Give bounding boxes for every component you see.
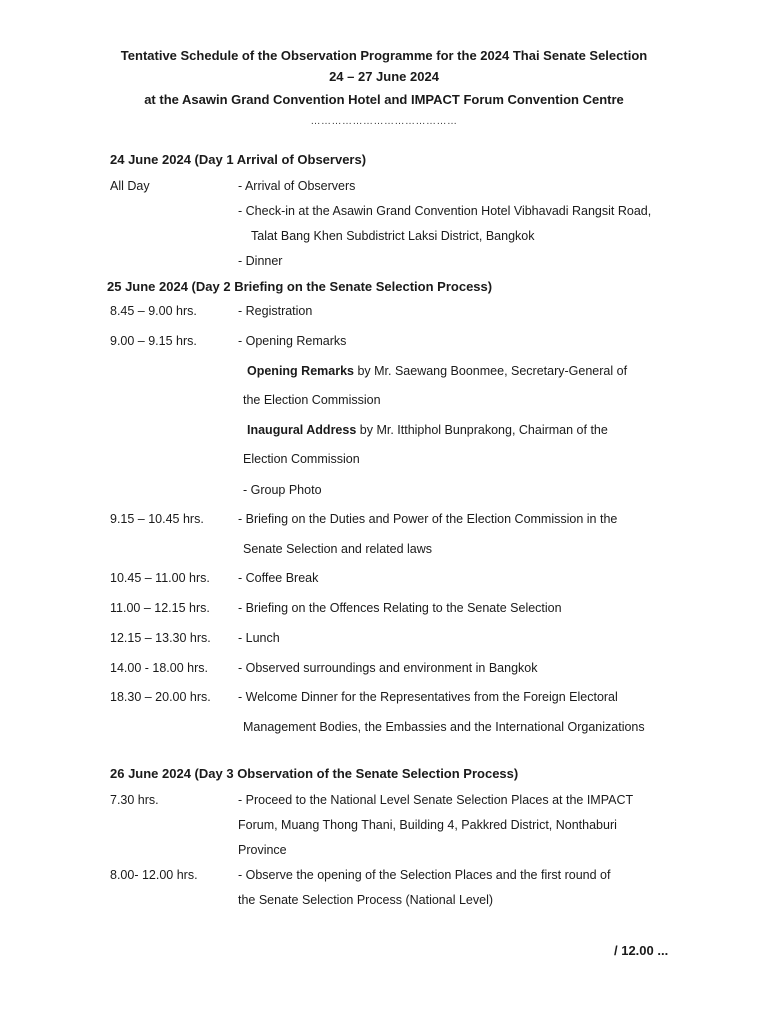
day2-inaugural-address-cont: Election Commission [243, 452, 360, 466]
day1-item-checkin-cont: Talat Bang Khen Subdistrict Laksi District, Bangkok [251, 229, 535, 243]
day3-item-proceed-cont: Forum, Muang Thong Thani, Building 4, Pakkred District, Nonthaburi [238, 818, 617, 832]
day1-time-all-day: All Day [110, 179, 150, 193]
day2-item-lunch: - Lunch [238, 631, 280, 645]
day2-time-briefing-offences: 11.00 – 12.15 hrs. [110, 601, 210, 615]
day2-item-observed: - Observed surroundings and environment in Bangkok [238, 661, 538, 675]
day2-time-coffee-break: 10.45 – 11.00 hrs. [110, 571, 210, 585]
day3-item-observe-opening-cont: the Senate Selection Process (National Level) [238, 893, 494, 907]
day2-time-opening: 9.00 – 9.15 hrs. [110, 334, 197, 348]
day3-item-proceed: - Proceed to the National Level Senate Selection Places at the IMPACT [238, 793, 634, 807]
day1-item-arrival: - Arrival of Observers [238, 179, 356, 193]
day2-opening-remarks-detail [247, 362, 627, 380]
opening-remarks-label: Opening Remarks [247, 364, 354, 378]
day2-item-briefing-duties-cont: Senate Selection and related laws [243, 542, 433, 556]
inaugural-address-label: Inaugural Address [247, 423, 357, 437]
day3-heading: 26 June 2024 (Day 3 Observation of the Senate Selection Process) [110, 766, 519, 781]
day1-item-checkin: - Check-in at the Asawin Grand Convention Hotel Vibhavadi Rangsit Road, [238, 204, 652, 218]
day1-heading: 24 June 2024 (Day 1 Arrival of Observers) [110, 152, 367, 167]
day2-item-welcome-dinner-cont: Management Bodies, the Embassies and the International Organizations [243, 720, 645, 734]
day2-item-group-photo: - Group Photo [243, 483, 322, 497]
day2-inaugural-address-detail [247, 421, 608, 439]
page-continuation-marker: / 12.00 ... [614, 943, 669, 958]
day2-time-lunch: 12.15 – 13.30 hrs. [110, 631, 211, 645]
day3-time-proceed: 7.30 hrs. [110, 793, 159, 807]
day2-item-coffee-break: - Coffee Break [238, 571, 319, 585]
day3-time-observe-opening: 8.00- 12.00 hrs. [110, 868, 198, 882]
document-title: Tentative Schedule of the Observation Programme for the 2024 Thai Senate Selection [120, 48, 648, 63]
day2-time-briefing-duties: 9.15 – 10.45 hrs. [110, 512, 204, 526]
day2-time-observed: 14.00 - 18.00 hrs. [110, 661, 208, 675]
opening-remarks-speaker: by Mr. Saewang Boonmee, Secretary-General of [353, 364, 628, 378]
day1-item-dinner: - Dinner [238, 254, 283, 268]
day2-item-welcome-dinner: - Welcome Dinner for the Representatives from the Foreign Electoral [238, 690, 618, 704]
day2-item-briefing-duties: - Briefing on the Duties and Power of the Election Commission in the [238, 512, 618, 526]
document-date-range: 24 – 27 June 2024 [329, 69, 439, 84]
day2-heading: 25 June 2024 (Day 2 Briefing on the Senate Selection Process) [107, 279, 493, 294]
document-venue: at the Asawin Grand Convention Hotel and IMPACT Forum Convention Centre [144, 92, 624, 107]
day3-item-proceed-cont2: Province [238, 843, 287, 857]
day2-item-registration: - Registration [238, 304, 313, 318]
day2-time-welcome-dinner: 18.30 – 20.00 hrs. [110, 690, 211, 704]
title-separator: …………………………………… [310, 116, 458, 127]
day2-item-briefing-offences: - Briefing on the Offences Relating to the Senate Selection [238, 601, 562, 615]
day3-item-observe-opening: - Observe the opening of the Selection Places and the first round of [238, 868, 611, 882]
day2-item-opening-remarks: - Opening Remarks [238, 334, 347, 348]
day2-opening-remarks-cont: the Election Commission [243, 393, 381, 407]
day2-time-registration: 8.45 – 9.00 hrs. [110, 304, 197, 318]
inaugural-address-speaker: by Mr. Itthiphol Bunprakong, Chairman of the [356, 423, 608, 437]
